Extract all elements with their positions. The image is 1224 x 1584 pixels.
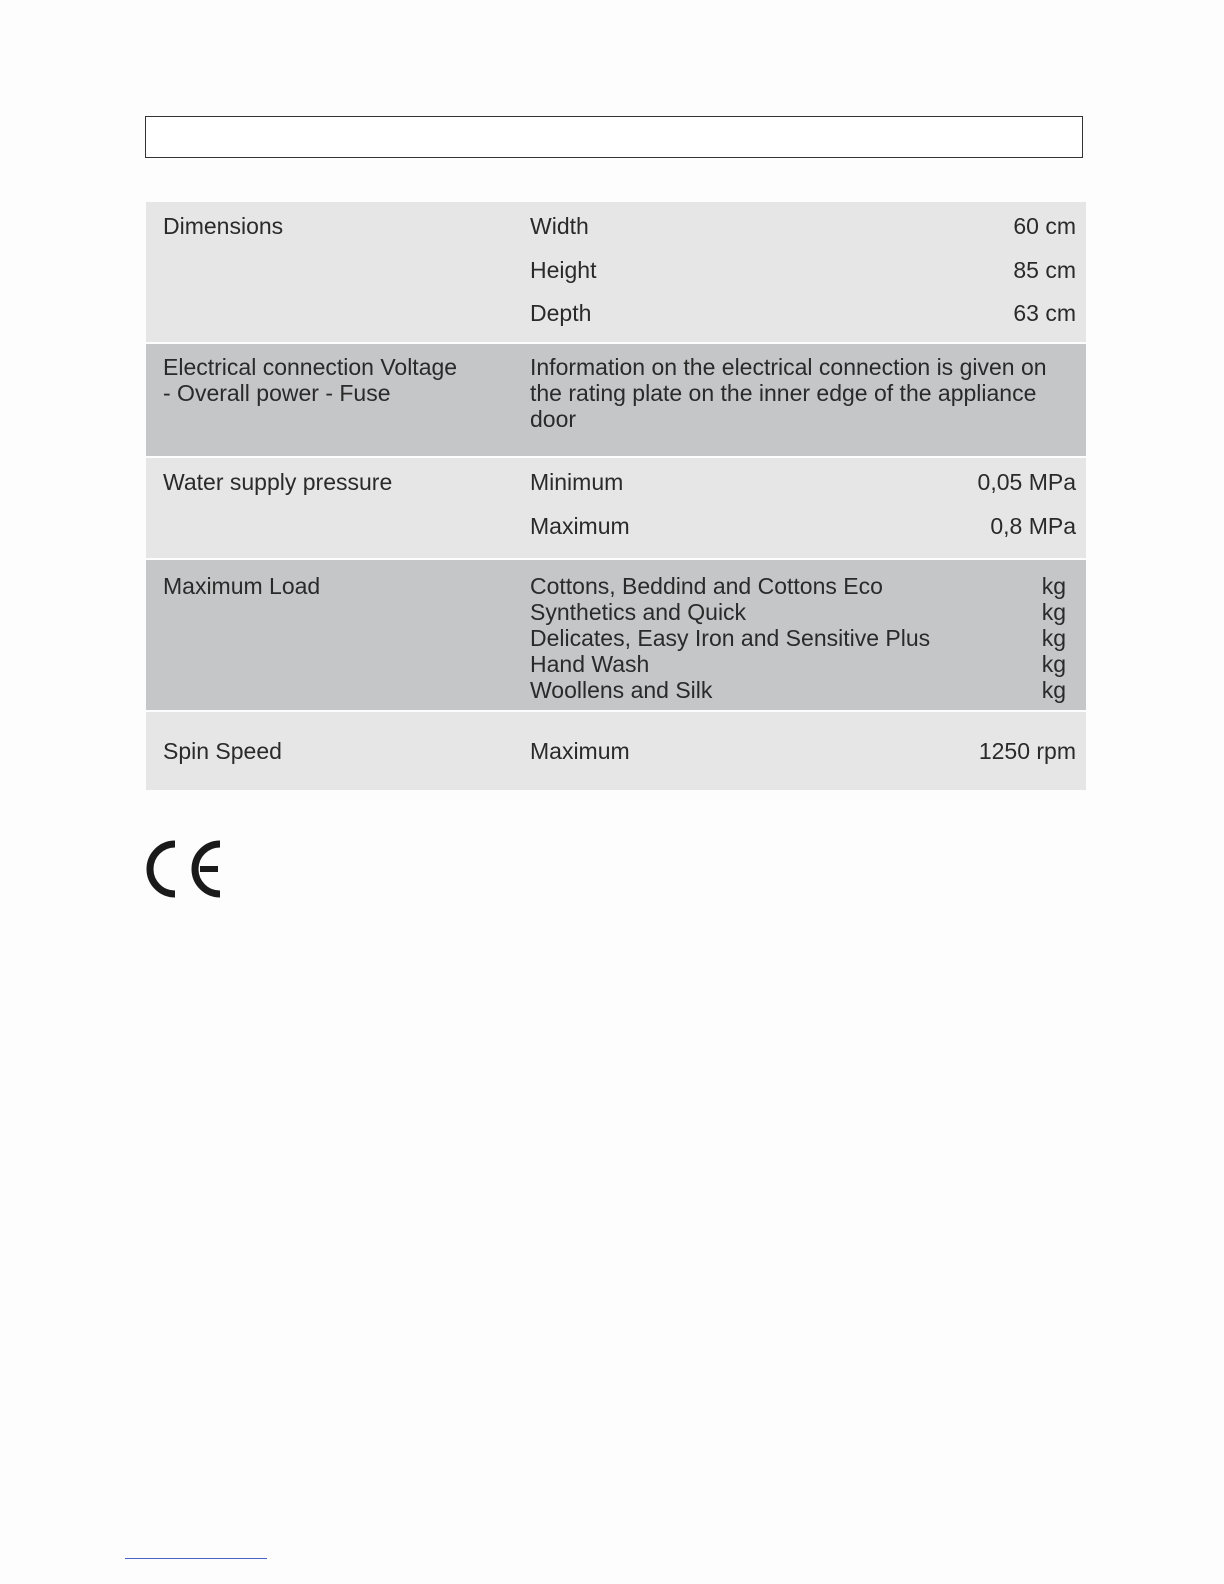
- spec-label: Dimensions: [163, 213, 284, 239]
- spec-row-spin-speed: [146, 712, 1086, 790]
- spec-label: Spin Speed: [163, 738, 282, 764]
- load-unit: kg: [1041, 651, 1066, 677]
- footnote-rule: [125, 1558, 267, 1559]
- spec-row-maximum-load: [146, 560, 1086, 712]
- load-programme: Woollens and Silk: [530, 677, 713, 703]
- spec-sub-label: Width: [530, 213, 589, 239]
- spec-sub-label: Height: [530, 257, 597, 283]
- spec-row-electrical: [146, 344, 1086, 458]
- ce-mark-icon: [145, 840, 225, 898]
- spec-row-dimensions: [146, 202, 1086, 344]
- spec-sub-label: Depth: [530, 300, 592, 326]
- load-unit: kg: [1041, 573, 1066, 599]
- spec-value: 1250 rpm: [978, 738, 1076, 764]
- spec-value: 60 cm: [1013, 213, 1076, 239]
- load-unit: kg: [1041, 625, 1066, 651]
- load-programme: Synthetics and Quick: [530, 599, 747, 625]
- spec-value: 85 cm: [1013, 257, 1076, 283]
- spec-row-water-pressure: [146, 458, 1086, 560]
- load-unit: kg: [1041, 599, 1066, 625]
- spec-info-text: Information on the electrical connection is given on: [530, 354, 1047, 380]
- load-unit: kg: [1041, 677, 1066, 703]
- spec-label: Water supply pressure: [163, 469, 393, 495]
- technical-data-table: [146, 202, 1086, 790]
- spec-sub-label: Maximum: [530, 738, 630, 764]
- spec-label: Electrical connection Voltage: [163, 354, 458, 380]
- spec-info-text: door: [530, 406, 577, 432]
- spec-value: 0,8 MPa: [990, 513, 1076, 539]
- spec-value: 0,05 MPa: [977, 469, 1076, 495]
- spec-sub-label: Maximum: [530, 513, 630, 539]
- spec-info-text: the rating plate on the inner edge of the appliance: [530, 380, 1037, 406]
- spec-label: Maximum Load: [163, 573, 321, 599]
- spec-sub-label: Minimum: [530, 469, 624, 495]
- spec-value: 63 cm: [1013, 300, 1076, 326]
- load-programme: Cottons, Beddind and Cottons Eco: [530, 573, 883, 599]
- load-programme: Hand Wash: [530, 651, 650, 677]
- section-title-box: [145, 116, 1083, 158]
- spec-label: - Overall power - Fuse: [163, 380, 391, 406]
- load-programme: Delicates, Easy Iron and Sensitive Plus: [530, 625, 931, 651]
